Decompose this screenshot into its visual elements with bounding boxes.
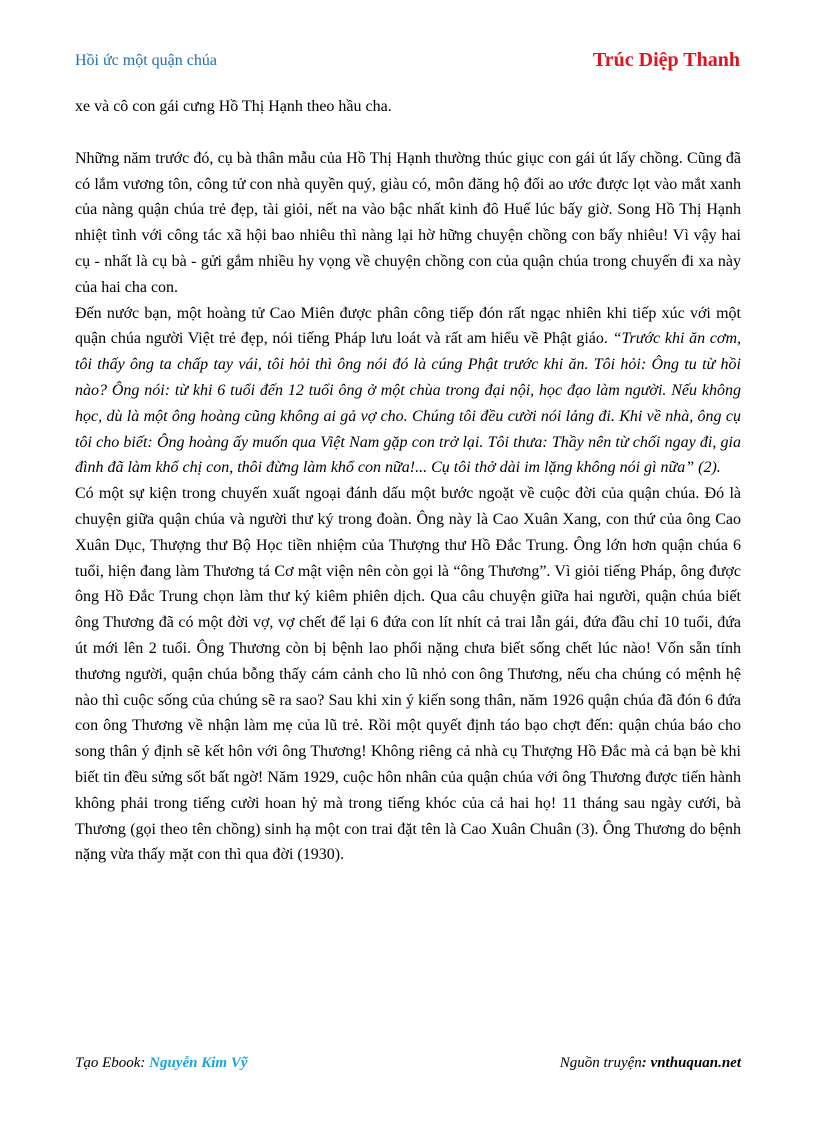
paragraph-3: [75, 301, 741, 482]
paragraph-3-quote: “Trước khi ăn cơm, tôi thấy ông ta chấp tay vái, tôi hỏi thì ông nói đó là cúng Phật trước khi ăn. Tôi hỏi: Ông tu từ hồi nào? Ông nói: từ khi 6 tuổi đến 12 tuổi ông ở một chùa trong đại nội, học đạo làm người. Nếu không học, dù là một ông hoàng cũng không ai gả vợ cho. Chúng tôi đều cười nói lảng đi. Khi về nhà, ông cụ tôi cho biết: Ông hoàng ấy muốn qua Việt Nam gặp con trở lại. Tôi thưa: Thầy nên từ chối ngay đi, gia đình đã làm khổ chị con, thôi đừng làm khổ con nữa!... Cụ tôi thở dài im lặng không nói gì nữa” (2).: [75, 330, 742, 477]
source-separator: :: [641, 1055, 651, 1071]
author-name: Trúc Diệp Thanh: [592, 49, 740, 71]
paragraph-4: Có một sự kiện trong chuyến xuất ngoại đánh dấu một bước ngoặt về cuộc đời của quận chúa. Đó là chuyện giữa quận chúa và người thư ký trong đoàn. Ông này là Cao Xuân Xang, con thứ của ông Cao Xuân Dục, Thượng thư Bộ Học tiền nhiệm của Thượng thư Hồ Đắc Trung. Ông lớn hơn quận chúa 6 tuổi, hiện đang làm Thương tá Cơ mật viện nên còn gọi là “ông Thương”. Vì giỏi tiếng Pháp, ông được ông Hồ Đắc Trung chọn làm thư ký kiêm phiên dịch. Qua câu chuyện giữa hai người, quận chúa biết ông Thương đã có một đời vợ, vợ chết để lại 6 đứa con lít nhít cả trai lẫn gái, đứa đầu chỉ 10 tuổi, đứa út mới lên 2 tuổi. Ông Thương còn bị bệnh lao phổi nặng chưa biết sống chết lúc nào! Vốn sẵn tính thương người, quận chúa bỗng thấy cám cảnh cho lũ nhỏ con ông Thương, nếu cha chúng có mệnh hệ nào thì cuộc sống của chúng sẽ ra sao? Sau khi xin ý kiến song thân, năm 1926 quận chúa đã đón 6 đứa con ông Thương về nhận làm mẹ của lũ trẻ. Rồi một quyết định táo bạo chợt đến: quận chúa báo cho song thân ý định sẽ kết hôn với ông Thương! Không riêng cả nhà cụ Thượng Hồ Đắc mà cả bạn bè khi biết tin đều sửng sốt bất ngờ! Năm 1929, cuộc hôn nhân của quận chúa với ông Thương được tiến hành không phải trong tiếng cười hoan hỷ mà trong tiếng khóc của cả hai họ! 11 tháng sau ngày cưới, bà Thương (gọi theo tên chồng) sinh hạ một con trai đặt tên là Cao Xuân Chuân (3). Ông Thương do bệnh nặng vừa thấy mặt con thì qua đời (1930).: [75, 485, 741, 864]
ebook-creator-name: Nguyễn Kim Vỹ: [149, 1055, 248, 1071]
paragraph-1: xe và cô con gái cưng Hồ Thị Hạnh theo hầu cha.: [75, 98, 392, 115]
paragraph-3-text: Đến nước bạn, một hoàng tử Cao Miên được phân công tiếp đón rất ngạc nhiên khi tiếp xúc với một quận chúa người Việt trẻ đẹp, nói tiếng Pháp lưu loát và rất am hiểu về Phật giáo.: [75, 304, 741, 348]
ebook-separator: :: [140, 1055, 150, 1071]
page-body: [75, 94, 741, 868]
source-label: Nguồn truyện: [559, 1055, 642, 1071]
paragraph-2: Những năm trước đó, cụ bà thân mẫu của Hồ Thị Hạnh thường thúc giục con gái út lấy chồng. Cũng đã có lắm vương tôn, công tử con nhà quyền quý, giàu có, môn đăng hộ đối ao ước được lọt vào mắt xanh của nàng quận chúa trẻ đẹp, tài giỏi, nết na vào bậc nhất kinh đô Huế lúc bấy giờ. Song Hồ Thị Hạnh nhiệt tình với công tác xã hội bao nhiêu thì nàng lại hờ hững chuyện chồng con bấy nhiêu! Vì vậy hai cụ - nhất là cụ bà - gửi gắm nhiều hy vọng về chuyện chồng con của quận chúa trong chuyến đi xa này của hai cha con.: [75, 149, 741, 296]
book-title: Hồi ức một quận chúa: [75, 52, 217, 69]
ebook-label: Tạo Ebook: [75, 1055, 141, 1071]
footer-ebook-credit: [75, 1055, 248, 1072]
footer-source: [560, 1055, 741, 1072]
source-site: vnthuquan.net: [650, 1055, 741, 1071]
